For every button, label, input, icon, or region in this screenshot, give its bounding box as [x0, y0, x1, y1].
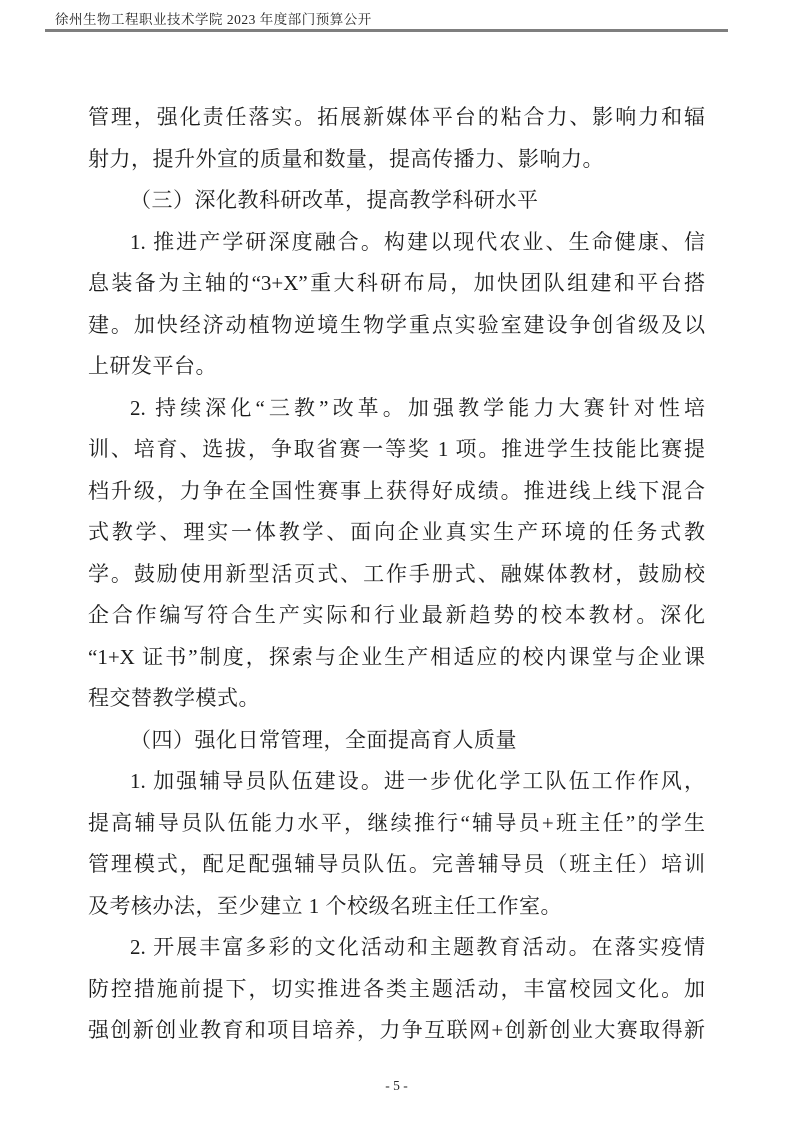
document-body: [88, 97, 705, 1052]
text-line: 1. 加强辅导员队伍建设。进一步优化学工队伍工作作风，: [130, 769, 705, 793]
text-line: 上研发平台。: [88, 354, 217, 378]
text-line: 息装备为主轴的“3+X”重大科研布局，加快团队组建和平台搭: [88, 271, 705, 295]
text-line: “1+X 证书”制度，探索与企业生产相适应的校内课堂与企业课: [88, 644, 705, 669]
page-header-title: 徐州生物工程职业技术学院 2023 年度部门预算公开: [55, 12, 372, 27]
text-line: 建。加快经济动植物逆境生物学重点实验室建设争创省级及以: [88, 312, 705, 337]
text-line: 管理模式，配足配强辅导员队伍。完善辅导员（班主任）培训: [88, 852, 705, 876]
page-number: - 5 -: [385, 1078, 408, 1093]
text-line: 1. 推进产学研深度融合。构建以现代农业、生命健康、信: [130, 229, 705, 254]
text-line: 管理，强化责任落实。拓展新媒体平台的粘合力、影响力和辐: [88, 105, 705, 129]
text-line: （四）强化日常管理，全面提高育人质量: [130, 727, 517, 752]
text-line: 防控措施前提下，切实推进各类主题活动，丰富校园文化。加: [88, 976, 705, 1001]
text-line: 射力，提升外宣的质量和数量，提高传播力、影响力。: [88, 146, 604, 171]
text-line: 提高辅导员队伍能力水平，继续推行“辅导员+班主任”的学生: [88, 810, 705, 835]
text-line: 学。鼓励使用新型活页式、工作手册式、融媒体教材，鼓励校: [88, 561, 705, 586]
text-line: 强创新创业教育和项目培养，力争互联网+创新创业大赛取得新: [88, 1018, 705, 1042]
header-rule-divider: [45, 29, 728, 32]
text-line: 及考核办法，至少建立 1 个校级名班主任工作室。: [88, 893, 562, 918]
text-line: 式教学、理实一体教学、面向企业真实生产环境的任务式教: [88, 520, 705, 544]
text-line: 企合作编写符合生产实际和行业最新趋势的校本教材。深化: [88, 603, 705, 627]
text-line: 档升级，力争在全国性赛事上获得好成绩。推进线上线下混合: [88, 478, 705, 503]
text-line: （三）深化教科研改革，提高教学科研水平: [130, 188, 539, 212]
text-line: 程交替教学模式。: [88, 686, 260, 710]
text-line: 2. 持续深化“三教”改革。加强教学能力大赛针对性培: [130, 395, 705, 420]
text-line: 2. 开展丰富多彩的文化活动和主题教育活动。在落实疫情: [130, 935, 705, 959]
text-line: 训、培育、选拔，争取省赛一等奖 1 项。推进学生技能比赛提: [88, 437, 705, 461]
